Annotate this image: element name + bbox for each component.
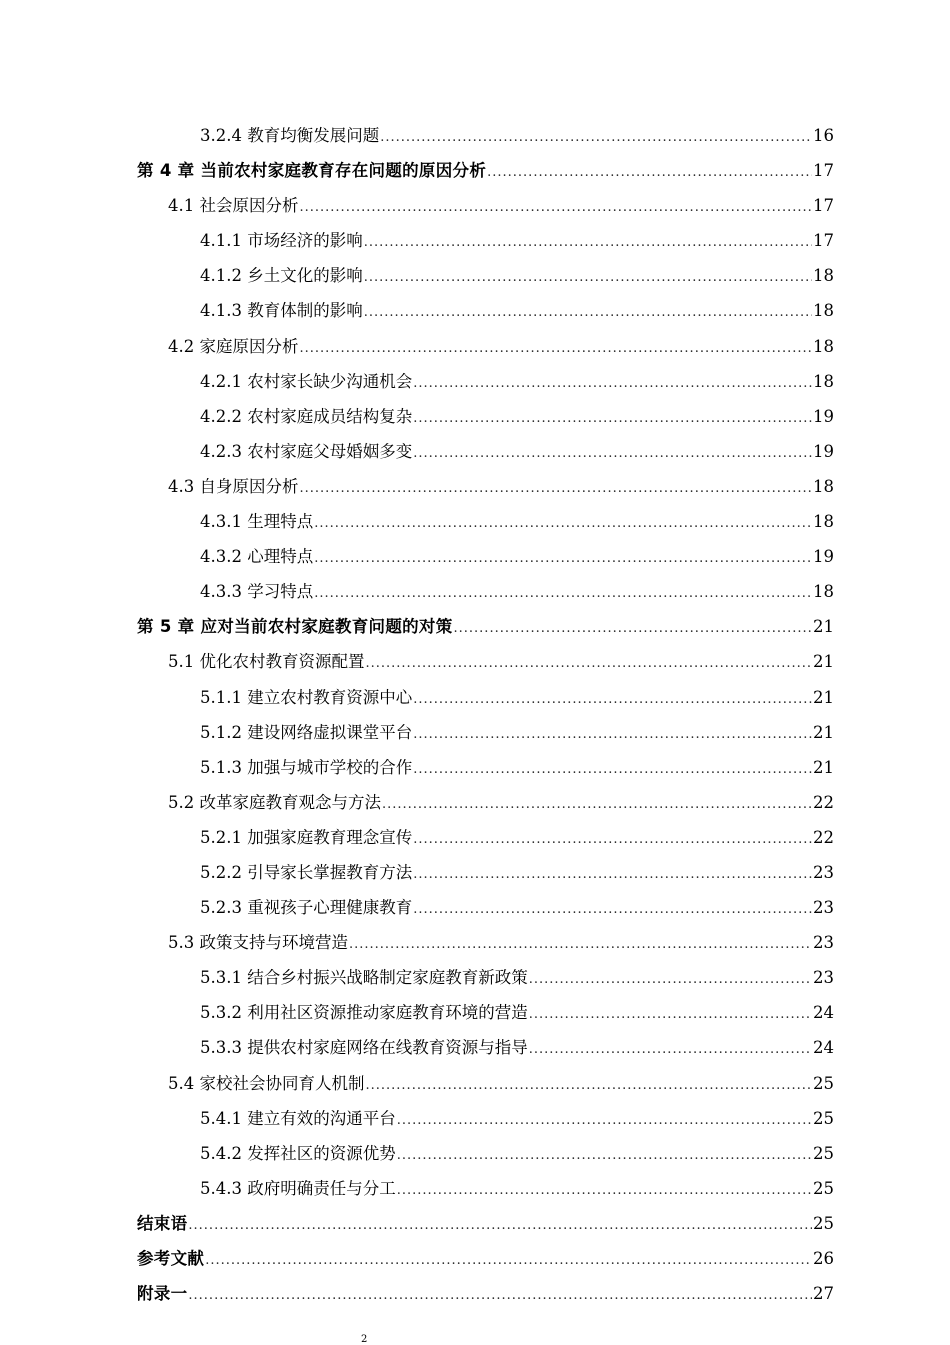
toc-entry-line — [200, 855, 834, 892]
toc-entry-title: 4.2.3 农村家庭父母婚姻多变 — [200, 441, 413, 461]
toc-entry-line — [168, 644, 834, 681]
toc-entry-page-number: 23 — [813, 933, 834, 953]
dot-leader — [314, 576, 812, 611]
toc-entry[interactable] — [0, 925, 950, 960]
toc-entry-title: 4.1 社会原因分析 — [168, 196, 299, 216]
toc-entry-page-number: 24 — [813, 1038, 834, 1058]
toc-entry-line — [200, 820, 834, 857]
page-number: 2 — [361, 1334, 368, 1345]
dot-leader — [349, 927, 812, 962]
toc-entry[interactable] — [0, 680, 950, 715]
toc-entry-title: 5.4.3 政府明确责任与分工 — [200, 1178, 396, 1198]
toc-entry-title: 4.1.2 乡土文化的影响 — [200, 266, 363, 286]
toc-entry[interactable] — [0, 750, 950, 785]
toc-entry-line — [200, 504, 834, 541]
dot-leader — [188, 1208, 812, 1243]
dot-leader — [413, 366, 812, 401]
dot-leader — [300, 471, 813, 506]
toc-entry-page-number: 18 — [813, 582, 834, 602]
toc-entry[interactable] — [0, 399, 950, 434]
dot-leader — [413, 857, 812, 892]
toc-entry[interactable] — [0, 118, 950, 153]
dot-leader — [364, 260, 812, 295]
toc-entry-title: 5.4.1 建立有效的沟通平台 — [200, 1108, 396, 1128]
dot-leader — [364, 295, 812, 330]
toc-entry-title: 第 5 章 应对当前农村家庭教育问题的对策 — [137, 617, 453, 637]
toc-entry-title: 5.3 政策支持与环境营造 — [168, 933, 348, 953]
toc-entry[interactable] — [0, 364, 950, 399]
toc-entry-page-number: 19 — [813, 406, 834, 426]
toc-entry-page-number: 18 — [813, 266, 834, 286]
toc-entry-page-number: 24 — [813, 1003, 834, 1023]
toc-entry[interactable] — [0, 1241, 950, 1276]
toc-entry-line — [200, 434, 834, 471]
dot-leader — [380, 120, 812, 155]
toc-entry[interactable] — [0, 223, 950, 258]
toc-entry-page-number: 22 — [813, 827, 834, 847]
toc-entry[interactable] — [0, 820, 950, 855]
toc-entry[interactable] — [0, 153, 950, 188]
toc-entry-line — [168, 469, 834, 506]
toc-entry-line — [168, 329, 834, 366]
toc-entry[interactable] — [0, 1030, 950, 1065]
toc-entry[interactable] — [0, 258, 950, 293]
toc-entry-line — [200, 1136, 834, 1173]
toc-entry-title: 4.1.3 教育体制的影响 — [200, 301, 363, 321]
toc-entry-line — [137, 1206, 834, 1243]
toc-entry-page-number: 22 — [813, 792, 834, 812]
dot-leader — [413, 717, 812, 752]
toc-entry-title: 5.1.1 建立农村教育资源中心 — [200, 687, 413, 707]
toc-entry[interactable] — [0, 293, 950, 328]
dot-leader — [413, 822, 812, 857]
toc-entry-page-number: 25 — [813, 1108, 834, 1128]
dot-leader — [413, 752, 812, 787]
toc-entry-page-number: 23 — [813, 968, 834, 988]
toc-entry-page-number: 18 — [813, 301, 834, 321]
toc-entry-title: 5.4 家校社会协同育人机制 — [168, 1073, 365, 1093]
toc-entry[interactable] — [0, 574, 950, 609]
toc-entry-page-number: 18 — [813, 512, 834, 532]
dot-leader — [487, 155, 812, 190]
toc-entry[interactable] — [0, 609, 950, 644]
toc-entry[interactable] — [0, 504, 950, 539]
toc-entry-line — [168, 1066, 834, 1103]
toc-entry-page-number: 21 — [813, 617, 834, 637]
toc-entry-line — [137, 609, 834, 646]
toc-entry-page-number: 18 — [813, 476, 834, 496]
toc-entry-line — [200, 1030, 834, 1067]
dot-leader — [397, 1138, 812, 1173]
toc-entry-page-number: 26 — [813, 1249, 834, 1268]
toc-entry[interactable] — [0, 785, 950, 820]
toc-entry-line — [168, 188, 834, 225]
dot-leader — [314, 506, 812, 541]
toc-entry-line — [200, 539, 834, 576]
dot-leader — [300, 331, 813, 366]
toc-entry-title: 4.3.2 心理特点 — [200, 547, 314, 567]
toc-entry[interactable] — [0, 960, 950, 995]
toc-entry[interactable] — [0, 434, 950, 469]
dot-leader — [300, 190, 813, 225]
toc-entry-title: 4.1.1 市场经济的影响 — [200, 231, 363, 251]
toc-entry-line — [168, 785, 834, 822]
toc-entry-line — [137, 153, 834, 190]
toc-entry-title: 4.3.1 生理特点 — [200, 512, 314, 532]
toc-entry-title: 4.2 家庭原因分析 — [168, 336, 299, 356]
toc-entry-page-number: 25 — [813, 1143, 834, 1163]
table-of-contents — [0, 118, 950, 1311]
toc-entry-title: 参考文献 — [137, 1249, 205, 1268]
dot-leader — [413, 682, 812, 717]
toc-entry-title: 5.1.3 加强与城市学校的合作 — [200, 757, 413, 777]
toc-entry[interactable] — [0, 469, 950, 504]
toc-entry-line — [200, 680, 834, 717]
toc-entry-title: 5.2.3 重视孩子心理健康教育 — [200, 898, 413, 918]
toc-entry-page-number: 17 — [813, 161, 834, 181]
toc-entry-line — [200, 118, 834, 155]
toc-entry-page-number: 17 — [813, 196, 834, 216]
toc-entry-title: 5.3.1 结合乡村振兴战略制定家庭教育新政策 — [200, 968, 528, 988]
toc-entry-page-number: 17 — [813, 231, 834, 251]
toc-entry-page-number: 25 — [813, 1213, 834, 1233]
dot-leader — [382, 787, 812, 822]
toc-entry-page-number: 21 — [813, 722, 834, 742]
toc-entry-line — [200, 223, 834, 260]
toc-entry-page-number: 18 — [813, 371, 834, 391]
toc-entry-title: 5.3.2 利用社区资源推动家庭教育环境的营造 — [200, 1003, 528, 1023]
toc-entry-page-number: 23 — [813, 862, 834, 882]
toc-entry-page-number: 21 — [813, 687, 834, 707]
toc-entry-title: 第 4 章 当前农村家庭教育存在问题的原因分析 — [137, 161, 487, 181]
toc-entry-title: 5.2 改革家庭教育观念与方法 — [168, 792, 381, 812]
toc-entry-line — [200, 574, 834, 611]
toc-entry-page-number: 23 — [813, 898, 834, 918]
toc-entry[interactable] — [0, 644, 950, 679]
toc-entry[interactable] — [0, 995, 950, 1030]
toc-entry-title: 结束语 — [137, 1213, 188, 1233]
dot-leader — [529, 1032, 812, 1067]
toc-entry[interactable] — [0, 1136, 950, 1171]
toc-entry-line — [200, 364, 834, 401]
toc-entry-page-number: 19 — [813, 441, 834, 461]
toc-entry-title: 4.2.2 农村家庭成员结构复杂 — [200, 406, 413, 426]
dot-leader — [366, 646, 813, 681]
toc-entry[interactable] — [0, 890, 950, 925]
toc-entry[interactable] — [0, 1101, 950, 1136]
toc-entry-line — [200, 890, 834, 927]
dot-leader — [397, 1173, 812, 1208]
toc-entry-title: 4.3 自身原因分析 — [168, 476, 299, 496]
dot-leader — [397, 1103, 812, 1138]
toc-entry[interactable] — [0, 1276, 950, 1311]
toc-entry-page-number: 21 — [813, 757, 834, 777]
toc-entry-line — [200, 399, 834, 436]
dot-leader — [188, 1278, 812, 1313]
toc-entry-title: 5.4.2 发挥社区的资源优势 — [200, 1143, 396, 1163]
toc-entry-title: 5.2.1 加强家庭教育理念宣传 — [200, 827, 413, 847]
toc-entry-title: 3.2.4 教育均衡发展问题 — [200, 126, 380, 145]
toc-entry[interactable] — [0, 1171, 950, 1206]
toc-entry-page-number: 27 — [813, 1284, 834, 1304]
toc-entry[interactable] — [0, 539, 950, 574]
toc-entry-line — [137, 1276, 834, 1313]
dot-leader — [205, 1243, 812, 1278]
toc-entry-line — [200, 750, 834, 787]
toc-entry-line — [200, 1101, 834, 1138]
toc-entry-page-number: 18 — [813, 336, 834, 356]
dot-leader — [413, 436, 812, 471]
toc-entry-line — [200, 960, 834, 997]
toc-entry-title: 5.2.2 引导家长掌握教育方法 — [200, 862, 413, 882]
toc-entry-page-number: 21 — [813, 652, 834, 672]
toc-entry-line — [200, 293, 834, 330]
toc-entry-page-number: 25 — [813, 1178, 834, 1198]
toc-entry-title: 5.1.2 建设网络虚拟课堂平台 — [200, 722, 413, 742]
toc-entry-line — [168, 925, 834, 962]
toc-entry[interactable] — [0, 715, 950, 750]
toc-entry-title: 附录一 — [137, 1284, 188, 1304]
dot-leader — [314, 541, 812, 576]
toc-entry-page-number: 16 — [813, 126, 834, 145]
dot-leader — [413, 892, 812, 927]
toc-entry[interactable] — [0, 329, 950, 364]
toc-entry-page-number: 25 — [813, 1073, 834, 1093]
toc-entry-line — [200, 258, 834, 295]
toc-entry-title: 5.3.3 提供农村家庭网络在线教育资源与指导 — [200, 1038, 528, 1058]
toc-entry[interactable] — [0, 1206, 950, 1241]
toc-entry[interactable] — [0, 855, 950, 890]
dot-leader — [413, 401, 812, 436]
dot-leader — [529, 962, 812, 997]
dot-leader — [364, 225, 812, 260]
toc-entry-title: 4.3.3 学习特点 — [200, 582, 314, 602]
toc-entry-title: 5.1 优化农村教育资源配置 — [168, 652, 365, 672]
dot-leader — [366, 1068, 813, 1103]
dot-leader — [529, 997, 812, 1032]
toc-entry-line — [200, 995, 834, 1032]
toc-entry-line — [200, 1171, 834, 1208]
toc-entry[interactable] — [0, 188, 950, 223]
toc-entry-page-number: 19 — [813, 547, 834, 567]
toc-entry-title: 4.2.1 农村家长缺少沟通机会 — [200, 371, 413, 391]
dot-leader — [454, 611, 812, 646]
toc-entry[interactable] — [0, 1066, 950, 1101]
toc-entry-line — [200, 715, 834, 752]
toc-entry-line — [137, 1241, 834, 1278]
